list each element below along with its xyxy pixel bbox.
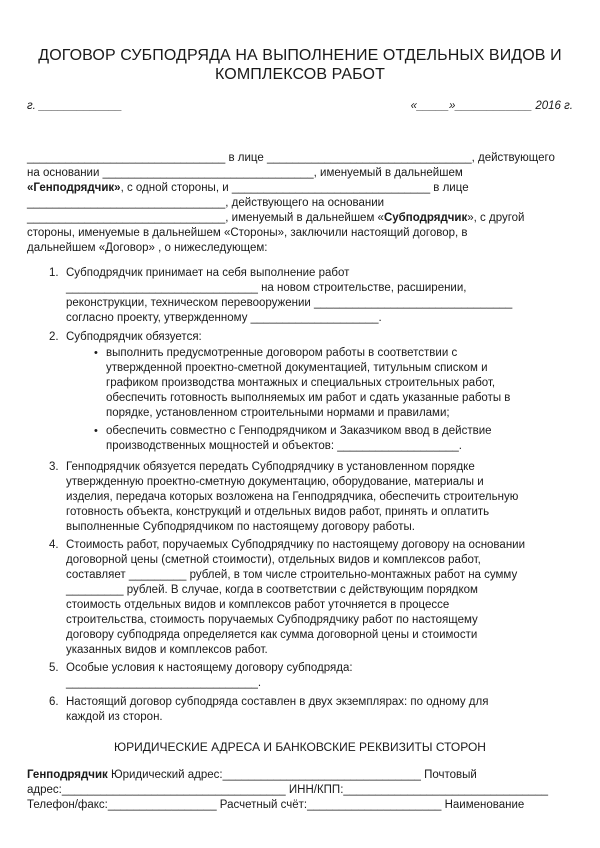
bullet-1-icon: • bbox=[94, 347, 98, 359]
title-line-1: ДОГОВОР СУБПОДРЯДА НА ВЫПОЛНЕНИЕ ОТДЕЛЬНЫХ ВИДОВ И bbox=[38, 47, 562, 64]
item-1-line-2: ______________________________ на новом строительстве, расширении, bbox=[66, 282, 467, 294]
preamble-line-5-b: », с другой bbox=[467, 212, 525, 224]
bullet-1-line-5: порядке, установленном строительными нормами и правилами; bbox=[106, 407, 450, 419]
bullet-1-line-1: выполнить предусмотренные договором работы в соответствии с bbox=[106, 347, 458, 359]
preamble-line-5-a: _______________________________, именуемый в дальнейшем « bbox=[27, 212, 384, 224]
preamble-line-4: _______________________________, действующего на основании bbox=[27, 197, 385, 209]
item-2-number: 2. bbox=[49, 331, 59, 343]
bullet-2-line-1: обеспечить совместно с Генподрядчиком и Заказчиком ввод в действие bbox=[106, 425, 492, 437]
item-3-line-3: изделия, передача которых возложена на Генподрядчика, обеспечить строительную bbox=[66, 491, 519, 503]
item-1-line-1: Субподрядчик принимает на себя выполнение работ bbox=[66, 267, 350, 279]
item-3-line-2: утвержденную проектно-сметную документацию, оборудование, материалы и bbox=[66, 476, 484, 488]
document-title bbox=[20, 46, 580, 84]
item-4-line-2: договорной цены (сметной стоимости), отдельных видов и комплексов работ, bbox=[66, 554, 481, 566]
item-6-line-2: каждой из сторон. bbox=[66, 711, 163, 723]
requisites-line-1-rest: Юридический адрес:_______________________________ Почтовый bbox=[107, 769, 477, 781]
item-6-line-1: Настоящий договор субподряда составлен в двух экземплярах: по одному для bbox=[66, 696, 489, 708]
item-4-line-8: указанных видов и комплексов работ. bbox=[66, 644, 268, 656]
bullet-2-icon: • bbox=[94, 425, 98, 437]
item-1-number: 1. bbox=[49, 267, 59, 279]
preamble-line-7: дальнейшем «Договор» , о нижеследующем: bbox=[27, 242, 268, 254]
preamble-line-1: _______________________________ в лице ________________________________, действующего bbox=[27, 152, 555, 164]
item-1-line-4: согласно проекту, утвержденному ____________________. bbox=[66, 312, 382, 324]
requisites-heading: ЮРИДИЧЕСКИЕ АДРЕСА И БАНКОВСКИЕ РЕКВИЗИТЫ СТОРОН bbox=[114, 740, 486, 754]
item-4-number: 4. bbox=[49, 539, 59, 551]
requisites-line-2: адрес:___________________________________ ИНН/КПП:________________________________ bbox=[27, 784, 549, 796]
item-2-line-1: Субподрядчик обязуется: bbox=[66, 331, 202, 343]
preamble-line-6: стороны, именуемые в дальнейшем «Стороны», заключили настоящий договор, в bbox=[27, 227, 468, 239]
bullet-2-line-2: производственных мощностей и объектов: ___________________. bbox=[106, 440, 462, 452]
bullet-1-line-3: графиком производства монтажных и специальных строительных работ, bbox=[106, 377, 496, 389]
preamble-line-3 bbox=[27, 181, 469, 196]
item-6-number: 6. bbox=[49, 696, 59, 708]
preamble-line-2: на основании _________________________________, именуемый в дальнейшем bbox=[27, 167, 463, 179]
item-3-line-4: готовность объекта, конструкций и отдельных видов работ, принять и оплатить bbox=[66, 506, 490, 518]
item-3-line-1: Генподрядчик обязуется передать Субподрядчику в установленном порядке bbox=[66, 461, 475, 473]
item-4-line-7: договору субподряда определяется как сумма договорной цены и стоимости bbox=[66, 629, 478, 641]
requisites-party-label: Генподрядчик bbox=[27, 769, 108, 781]
title-line-2: КОМПЛЕКСОВ РАБОТ bbox=[215, 66, 385, 83]
item-5-line-2: ______________________________. bbox=[66, 677, 262, 689]
item-1-line-3: реконструкции, техническом перевооружении _______________________________ bbox=[66, 297, 513, 309]
item-4-line-5: стоимость отдельных видов и комплексов работ уточняется в процессе bbox=[66, 599, 450, 611]
preamble-line-3-rest: , с одной стороны, и _______________________________ в лице bbox=[120, 182, 469, 194]
item-4-line-6: строительства, стоимость поручаемых Субподрядчику работ по настоящему bbox=[66, 614, 478, 626]
preamble-line-5 bbox=[27, 211, 525, 226]
item-4-line-1: Стоимость работ, поручаемых Субподрядчику по настоящему договору на основании bbox=[66, 539, 526, 551]
date-field: «_____»____________ 2016 г. bbox=[410, 100, 573, 112]
city-field: г. _____________ bbox=[27, 100, 123, 112]
item-5-line-1: Особые условия к настоящему договору субподряда: bbox=[66, 662, 353, 674]
item-3-number: 3. bbox=[49, 461, 59, 473]
bullet-1-line-4: обеспечить готовность выполняемых им работ и сдать указанные работы в bbox=[106, 392, 511, 404]
bullet-1-line-2: утвержденной проектно-сметной документацией, титульным списком и bbox=[106, 362, 488, 374]
party-general-contractor: «Генподрядчик» bbox=[27, 182, 121, 194]
item-5-number: 5. bbox=[49, 662, 59, 674]
item-3-line-5: выполненные Субподрядчиком по настоящему договору работы. bbox=[66, 521, 415, 533]
item-4-line-3: составляет _________ рублей, в том числе строительно-монтажных работ на сумму bbox=[66, 569, 518, 581]
requisites-line-1 bbox=[27, 768, 477, 783]
requisites-line-3: Телефон/факс:_________________ Расчетный счёт:_____________________ Наименование bbox=[27, 799, 525, 811]
party-subcontractor: Субподрядчик bbox=[383, 212, 468, 224]
item-4-line-4: _________ рублей. В случае, когда в соответствии с действующим порядком bbox=[66, 584, 478, 596]
